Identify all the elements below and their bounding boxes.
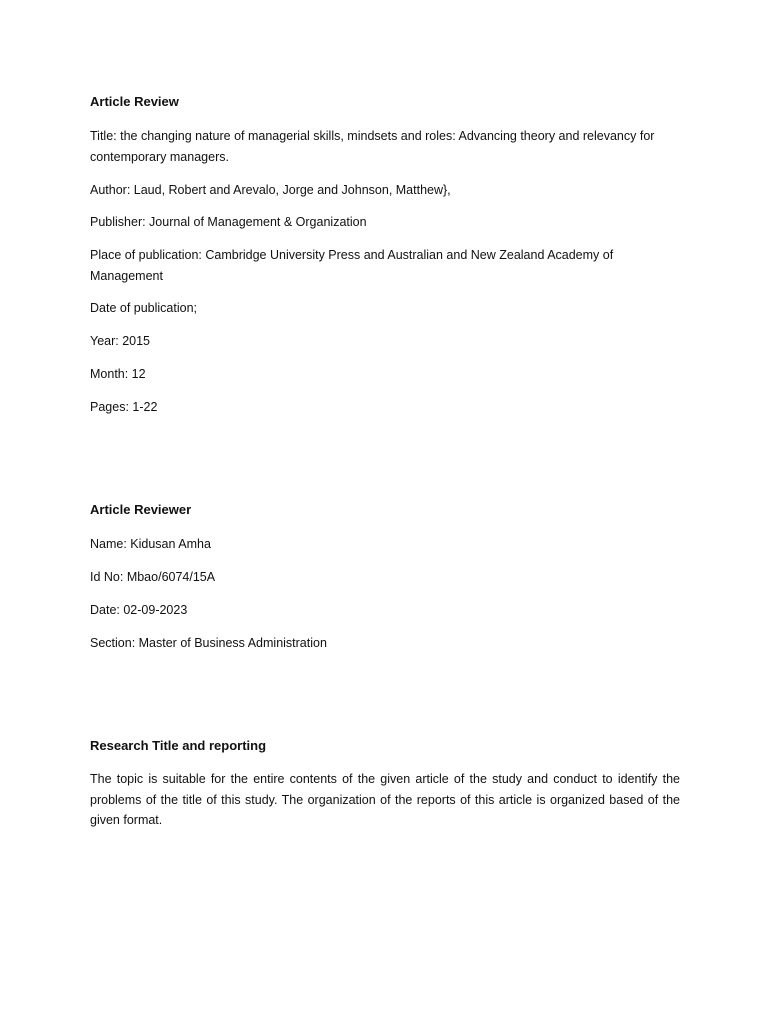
article-review-heading: Article Review: [90, 94, 179, 109]
article-year-line: Year: 2015: [90, 334, 151, 348]
research-paragraph: The topic is suitable for the entire contents of the given article of the study and conduct to identify the problems of the title of this study. The organization of the reports of this article is organized based of the given format.: [90, 772, 680, 827]
article-pages-line: Pages: 1-22: [90, 400, 158, 414]
article-date-line: Date of publication;: [90, 301, 198, 315]
article-title-line: Title: the changing nature of managerial skills, mindsets and roles: Advancing theory and relevancy for contemporary managers.: [90, 129, 655, 164]
reviewer-name-line: Name: Kidusan Amha: [90, 537, 211, 551]
reviewer-section-line: Section: Master of Business Administration: [90, 636, 327, 650]
article-reviewer-heading: Article Reviewer: [90, 502, 192, 517]
article-author-line: Author: Laud, Robert and Arevalo, Jorge and Johnson, Matthew},: [90, 183, 451, 197]
reviewer-date-line: Date: 02-09-2023: [90, 603, 188, 617]
article-publisher-line: Publisher: Journal of Management & Organization: [90, 215, 367, 229]
article-month-line: Month: 12: [90, 367, 146, 381]
research-title-heading: Research Title and reporting: [90, 738, 267, 753]
article-place-line: Place of publication: Cambridge University Press and Australian and New Zealand Academy of Management: [90, 248, 614, 283]
reviewer-id-line: Id No: Mbao/6074/15A: [90, 570, 216, 584]
